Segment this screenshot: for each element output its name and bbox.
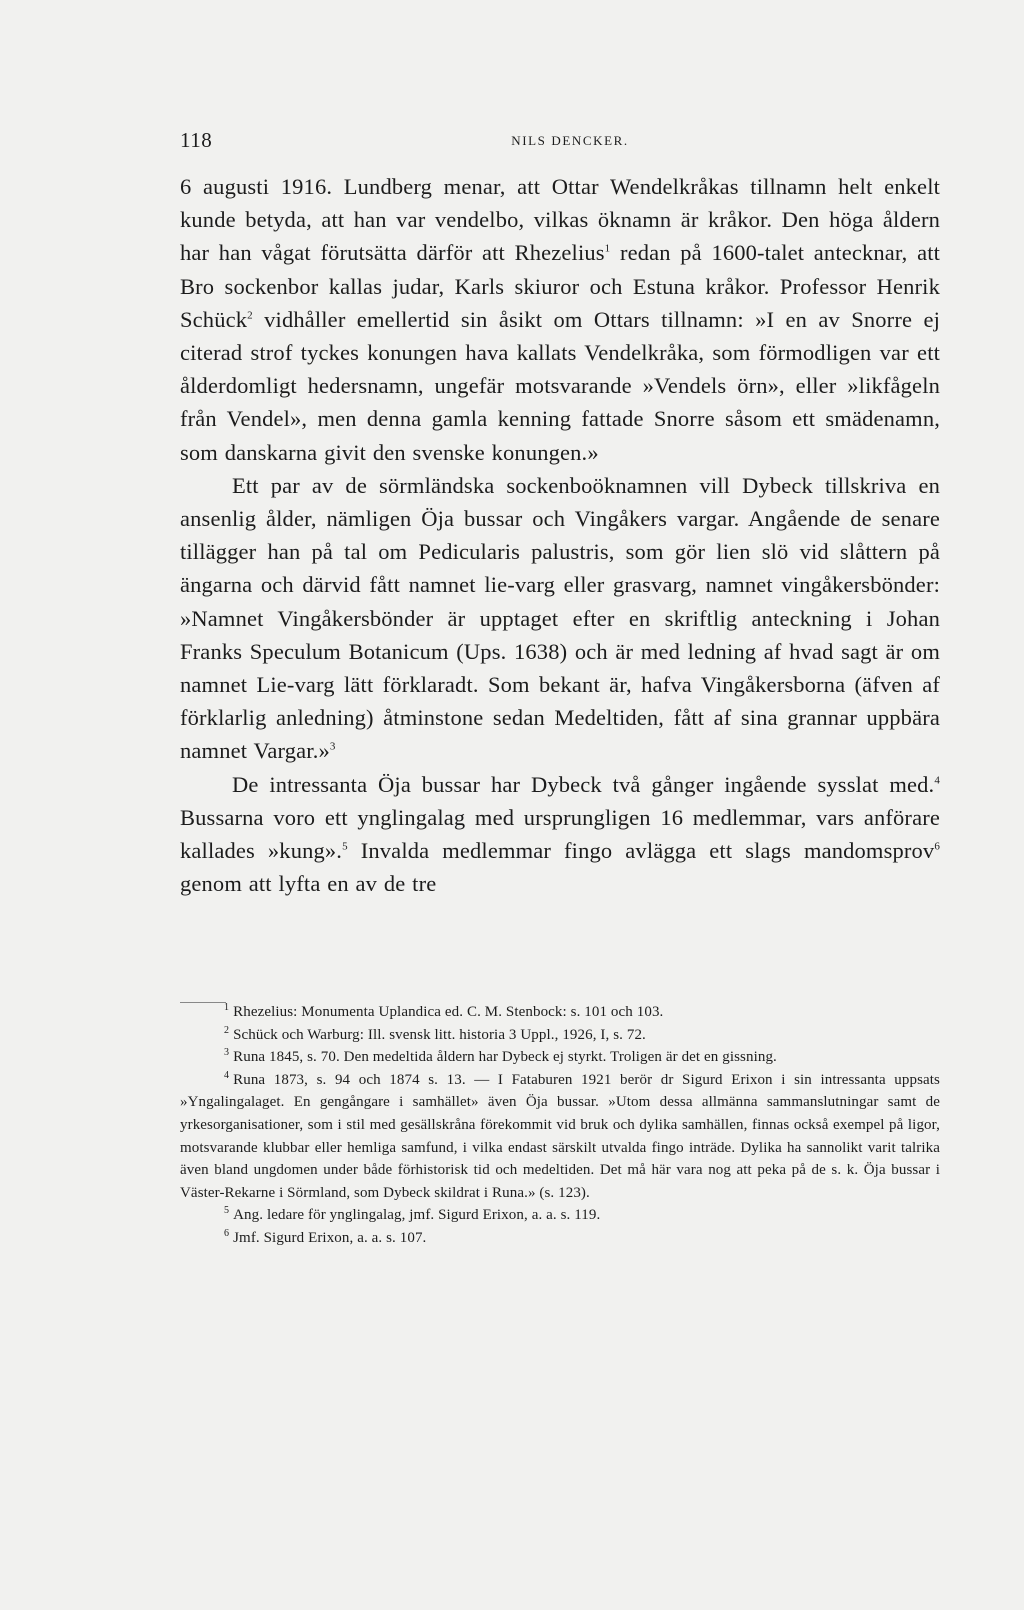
page-number: 118 bbox=[180, 128, 213, 152]
paragraph-text: vidhåller emellertid sin åsikt om Ottars tillnamn: »I en av Snorre ej citerad strof tyckes konungen hava kallats Vendelkråka, som förmodligen var ett ålderdomligt hedersnamn, ungefär motsvarande »Vendels örn», eller »likfågeln från Vendel», men denna gamla kenning fattade Snorre såsom ett smädenamn, som danskarna givit den svenske konungen.» bbox=[180, 306, 940, 465]
footnote bbox=[180, 1227, 940, 1250]
footnote-text: Jmf. Sigurd Erixon, a. a. s. 107. bbox=[233, 1229, 427, 1246]
running-head: NILS DENCKER. bbox=[511, 133, 629, 148]
paragraph-text: Invalda medlemmar fingo avlägga ett slags mandomsprov bbox=[347, 838, 935, 864]
paragraph-text: redan på 1600-talet antecknar, att Bro sockenbor kallas judar, Karls skiuror och Estuna kråkor. Professor Henrik Schück bbox=[180, 240, 941, 332]
footnote-number: 5 bbox=[224, 1205, 230, 1217]
paragraph-text: genom att lyfta en av de tre bbox=[180, 871, 437, 897]
paragraph bbox=[180, 170, 940, 469]
footnote-ref: 3 bbox=[329, 740, 336, 753]
footnote-number: 4 bbox=[224, 1069, 230, 1081]
footnote-number: 6 bbox=[224, 1227, 230, 1239]
footnote-ref: 6 bbox=[934, 840, 940, 853]
footnote bbox=[180, 1046, 940, 1069]
footnote-text: Schück och Warburg: Ill. svensk litt. historia 3 Uppl., 1926, I, s. 72. bbox=[233, 1026, 646, 1043]
footnote-number: 1 bbox=[224, 1002, 230, 1013]
footnote-ref: 4 bbox=[934, 774, 940, 787]
footnote-number: 3 bbox=[224, 1047, 230, 1059]
footnote bbox=[180, 1069, 940, 1205]
paragraph-text: Bussarna voro ett ynglingalag med ursprungligen 16 medlemmar, vars anförare kallades »kung». bbox=[180, 804, 940, 864]
footnote-text: Runa 1873, s. 94 och 1874 s. 13. — I Fataburen 1921 berör dr Sigurd Erixon i sin intressanta uppsats »Yngalingalaget. En gengångare i samhället» även Öja bussar. »Utom dessa allmänna sammanslutningar samt de yrkesorganisationer, som i stil med gesällskråna förekommit vid bruk och dylika samhällen, finnas också exempel på ligor, motsvarande klubbar eller hemliga samfund, i vilka endast särskilt utvalda fingo inträde. Dylika ha sannolikt varit talrika även bland ungdomen under både förhistorisk tid och medeltiden. Det må här vara nog att peka på de s. k. Öja bussar i Väster-Rekarne i Sörmland, som Dybeck skildrat i Runa.» (s. 123). bbox=[180, 1071, 940, 1201]
footnote bbox=[180, 1024, 940, 1047]
main-text bbox=[180, 170, 940, 900]
footnotes bbox=[180, 1001, 940, 1250]
page-header bbox=[180, 128, 940, 158]
footnote-ref: 5 bbox=[342, 840, 348, 853]
footnote-number: 2 bbox=[224, 1024, 230, 1036]
paragraph-text: 6 augusti 1916. Lundberg menar, att Ottar Wendelkråkas tillnamn helt enkelt kunde betyda, att han var vendelbo, vilkas öknamn är kråkor. Den höga åldern har han vågat förutsätta därför att Rhezelius bbox=[180, 174, 940, 266]
paragraph-text: De intressanta Öja bussar har Dybeck två gånger ingående sysslat med. bbox=[232, 771, 935, 797]
paragraph bbox=[180, 768, 940, 901]
paragraph-text: Ett par av de sörmländska sockenboöknamnen vill Dybeck tillskriva en ansenlig ålder, nämligen Öja bussar och Vingåkers vargar. Angående de senare tillägger han på tal om Pedicularis palustris, som gör lien slö vid slåttern på ängarna och därvid fått namnet lie-varg eller grasvarg, namnet vingåkersbönder: »Namnet Vingåkersbönder är upptaget efter en skriftlig anteckning i Johan Franks Speculum Botanicum (Ups. 1638) och är med ledning af hvad sagt är om namnet Lie-varg lätt förklaradt. Som bekant är, hafva Vingåkersborna (äfven af förklarlig anledning) åtminstone sedan Medeltiden, fått af sina grannar uppbära namnet Vargar.» bbox=[180, 472, 940, 764]
footnote bbox=[180, 1001, 940, 1024]
footnote-text: Runa 1845, s. 70. Den medeltida åldern har Dybeck ej styrkt. Troligen är det en gissning. bbox=[233, 1049, 777, 1066]
footnote-text: Rhezelius: Monumenta Uplandica ed. C. M. Stenbock: s. 101 och 103. bbox=[233, 1004, 664, 1020]
paragraph bbox=[180, 469, 940, 768]
footnote-ref: 2 bbox=[247, 309, 253, 322]
footnote bbox=[180, 1204, 940, 1227]
footnote-text: Ang. ledare för ynglingalag, jmf. Sigurd Erixon, a. a. s. 119. bbox=[233, 1207, 601, 1224]
footnote-ref: 1 bbox=[604, 242, 611, 255]
